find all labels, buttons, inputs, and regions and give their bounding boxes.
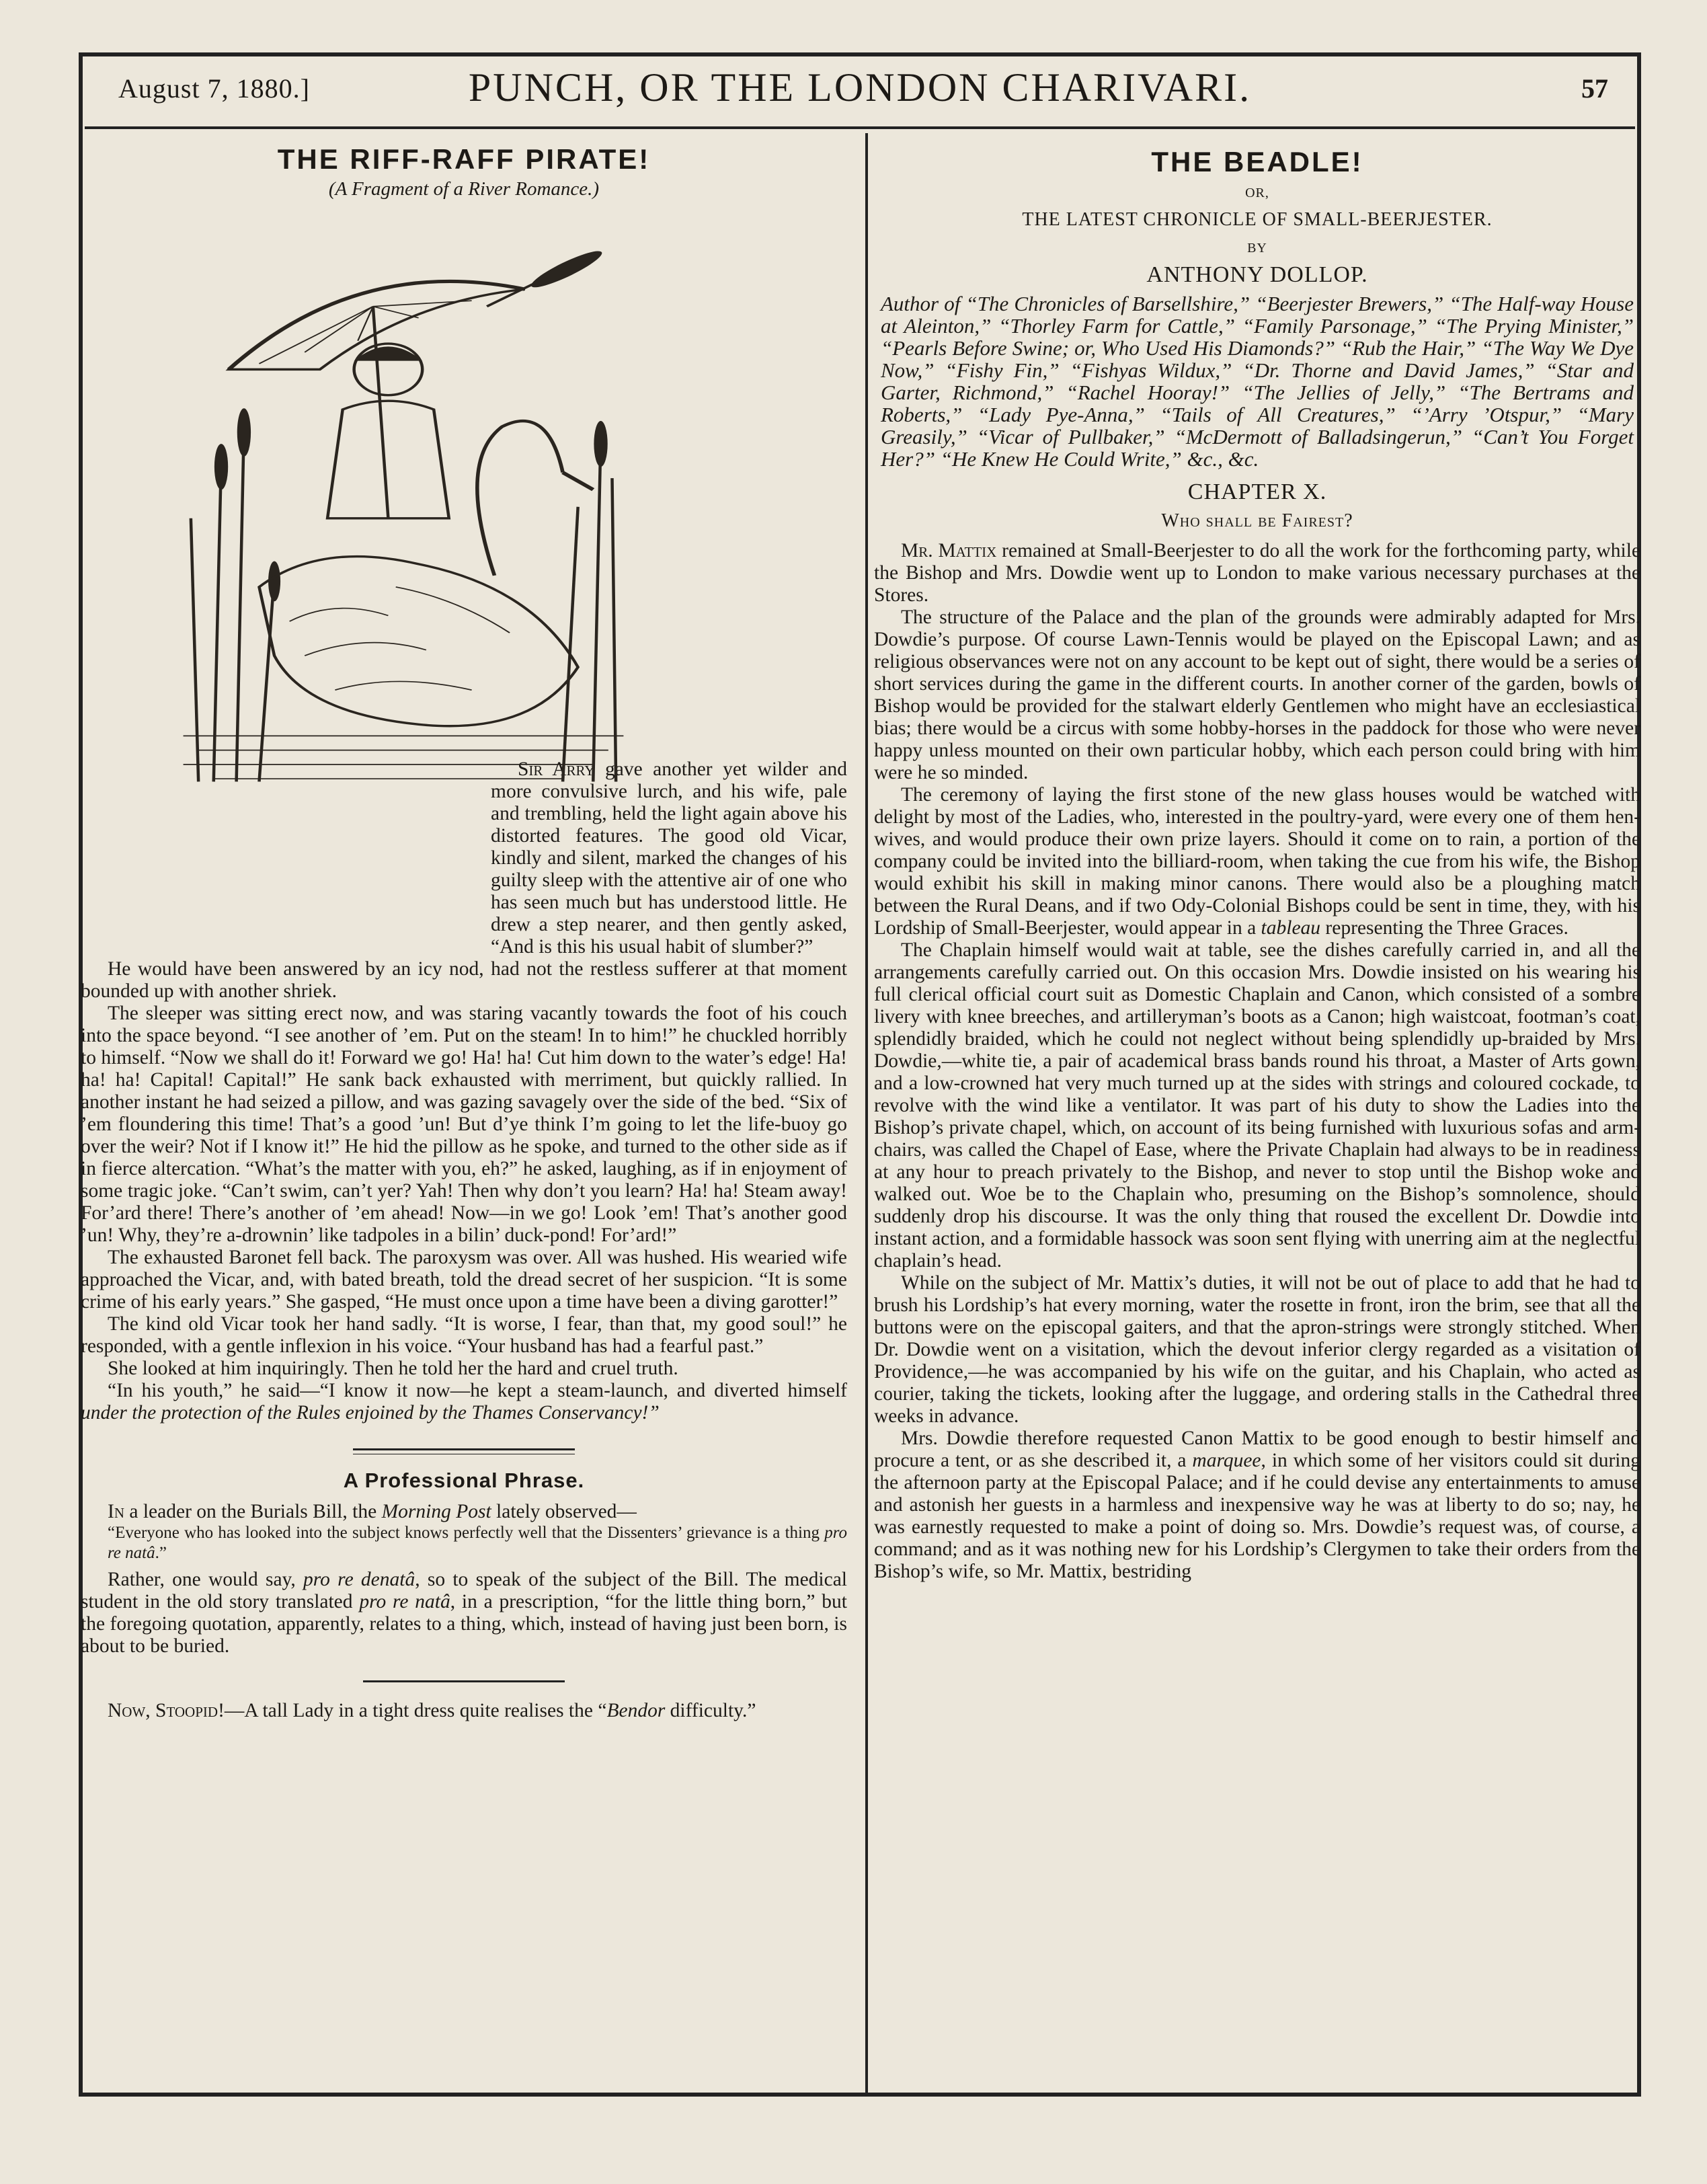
paragraph: The exhausted Baronet fell back. The paroxysm was over. All was hushed. His wearied wife approached the Vicar, and, with bated breath, told the dread secret of her suspicion. “It is some crime of his early years.” She gasped, “He must once upon a time have been a diving garotter!” <box>81 1247 847 1313</box>
section-intro <box>81 1501 847 1523</box>
lead-text: gave another yet wilder and more convulsive lurch, and his wife, pale and trembling, held the light again above his distorted features. The good old Vicar, kindly and silent, marked the changes of his guilty sleep with the attentive air of one who has seen much but has understood little. He drew a step nearer, and then gently asked, “And is this his usual habit of slumber?” <box>491 758 847 958</box>
article-title: THE RIFF-RAFF PIRATE! <box>277 143 651 175</box>
newspaper-name: Morning Post <box>381 1501 491 1522</box>
intro-start: In <box>108 1501 124 1522</box>
paragraph: He would have been answered by an icy nod, had not the restless sufferer at that moment bounded up with another shriek. <box>81 958 847 1002</box>
quote-text: “Everyone who has looked into the subject knows perfectly well that the Dissenters’ grievance is a thing <box>108 1524 825 1542</box>
publication-title: PUNCH, OR THE LONDON CHARIVARI. <box>468 65 1252 110</box>
para-italic-1: pro re denatâ <box>303 1569 415 1590</box>
block-quote <box>108 1523 847 1563</box>
section-paragraph <box>81 1569 847 1658</box>
or-label: OR, <box>1245 186 1269 200</box>
intro-mid: a leader on the Burials Bill, the <box>124 1501 382 1522</box>
serial-subtitle: THE LATEST CHRONICLE OF SMALL-BEERJESTER. <box>1022 209 1493 230</box>
paragraph: The sleeper was sitting erect now, and was staring vacantly towards the foot of his couch into the space beyond. “I see another of ’em. Put on the steam! In to him!” he chuckled horribly to himself. “Now we shall do it! Forward we go! Ha! ha! Cut him down to the water’s edge! Ha! ha! ha! Capital! Capital!” He sank back exhausted with merriment, but quickly rallied. In another instant he had seized a pillow, and was gazing savagely over the side of the bed. “Six of ’em floundering this time! That’s a good ’un! But d’ye think I’m going to let the life-buoy go over the weir? Not if I know it!” He hid the pillow as he spoke, and turned to the other side as if in fierce altercation. “What’s the matter with you, eh?” he asked, laughing, as if in enjoyment of some tragic joke. “Can’t swim, can’t yer? Yah! Then why don’t you learn? Ha! ha! Steam away! For’ard there! There’s another of ’em ahead! Now—in we go! Look ’em! That’s another good ’un! Why, they’re a-drownin’ like tadpoles in a bilin’ duck-pond! For’ard!” <box>81 1003 847 1246</box>
joke-italic: Bendor <box>606 1700 666 1721</box>
p6-b: , in which some of her visitors could sit during the afternoon party at the Episcopal Palace; and if he could devise any entertainments to amuse and astonish her guests in a harmless and inexpensive way he was at liberty to do so; nay, he was earnestly requested to make a point of doing so. Mrs. Dowdie’s request was, of course, a command; and as it was nothing new for his Lordship’s Clergymen to take their orders from the Bishop’s wife, so Mr. Mattix, bestriding <box>874 1450 1640 1582</box>
joke-end: difficulty.” <box>665 1700 756 1721</box>
p3-a: The ceremony of laying the first stone of the new glass houses would be watched with delight by most of the Ladies, who, interested in the poultry-yard, were every one of them hen-wives, and would produce their own prize layers. Should it come on to rain, a portion of the company could be invited into the billiard-room, when taking the cue from his wife, the Bishop would exhibit his skill in making minor canons. There would also be a ploughing match between the Rural Deans, and if two Ody-Colonial Bishops could be sent in time, they, with his Lordship of Small-Beerjester, would appear in a <box>874 784 1640 939</box>
illustration-area <box>81 200 847 792</box>
chapter-paragraph: The structure of the Palace and the plan of the grounds were admirably adapted for Mrs. Dowdie’s purpose. Of course Lawn-Tennis would be played on the Episcopal Lawn; and as religious observances were not on any account to be kept out of sight, there would be a series of short services during the game in the different courts. In another corner of the garden, bowls of Bishop would be provided for the stalwart elderly Gentlemen who might have an ecclesiastical bias; there would be a circus with some hobby-horses in the paddock for those who were never happy unless mounted on their own particular hobby, which each person could bring with him were he so minded. <box>874 607 1640 783</box>
paragraph: The kind old Vicar took her hand sadly. “It is worse, I fear, than that, my good soul!” he responded, with a gentle inflexion in his voice. “Your husband has had a fearful past.” <box>81 1313 847 1357</box>
issue-date: August 7, 1880.] <box>118 73 310 104</box>
chapter-paragraph-1 <box>874 540 1640 607</box>
quote-end: .” <box>155 1544 167 1562</box>
left-column <box>81 134 847 1722</box>
lead-name: Sir Arry <box>518 758 595 780</box>
chapter-paragraph-3 <box>874 784 1640 939</box>
section-rule <box>353 1448 575 1454</box>
chapter-paragraph: The Chaplain himself would wait at table, see the dishes carefully carried in, and all the arrangements carefully carried out. On this occasion Mrs. Dowdie insisted on his wearing his full clerical official court suit as Domestic Chaplain and Canon, which consisted of a sombre livery with knee breeches, and artilleryman’s boots as a Canon; high waistcoat, footman’s coat, splendidly braided, which he could not neglect without being splendidly up-braided by Mrs. Dowdie,—white tie, a pair of academical brass bands round his throat, a Master of Arts gown, and a low-crowned hat very much turned up at the sides with strings and coloured cockade, to revolve with the wind like a ventilator. It was part of his duty to show the Ladies into the Bishop’s private chapel, which, on account of its being furnished with luxurious sofas and arm-chairs, was called the Chapel of Ease, where the Private Chaplain had always to be in readiness at any hour to preach privately to the Bishop, and never to stop until the Bishop woke and walked out. Woe be to the Chaplain who, presuming on the Bishop’s somnolence, should suddenly drop his discourse. It was the only thing that roused the excellent Dr. Dowdie into instant action, and a formidable hassock was soon sent flying with unerring aim at the neglectful chaplain’s head. <box>874 939 1640 1272</box>
author-name: ANTHONY DOLLOP. <box>1146 262 1368 287</box>
para-b: , so to speak of the subject of the Bill. The medical student in the old story translated <box>81 1569 847 1612</box>
p1-name: Mr. Mattix <box>901 540 997 561</box>
by-label: BY <box>1247 241 1267 256</box>
serial-title: THE BEADLE! <box>1151 146 1363 178</box>
para-c: , in a prescription, “for the little thing born,” but the foregoing quotation, apparently, relates to a thing, which, instead of having just been born, is about to be buried. <box>81 1591 847 1657</box>
joke-lead: Now, Stoopid! <box>108 1700 225 1721</box>
intro-end: lately observed— <box>491 1501 637 1522</box>
final-italic: under the protection of the Rules enjoined by the Thames Conservancy!” <box>81 1402 660 1424</box>
chapter-paragraph-6 <box>874 1428 1640 1583</box>
section-title: A Professional Phrase. <box>343 1469 585 1492</box>
author-credits: Author of “The Chronicles of Barsellshire,” “Beerjester Brewers,” “The Half-way House at Aleinton,” “Thorley Farm for Cattle,” “Family Parsonage,” “The Prying Minister,” “Pearls Before Swine; or, Who Used His Diamonds?” “Rub the Hair,” “The Way We Dye Now,” “Fishy Fin,” “Fishyas Wildux,” “Dr. Thorne and David James,” “Star and Garter, Richmond,” “Rachel Hooray!” “The Jellies of Jelly,” “The Bertrams and Roberts,” “Lady Pye-Anna,” “Tails of All Creatures,” “’Arry ’Otspur,” “Mary Greasily,” “Vicar of Pullbaker,” “McDermott of Balladsingerun,” “Can’t You Forget Her?” “He Knew He Could Write,” &c., &c. <box>881 292 1634 471</box>
p6-a: Mrs. Dowdie therefore requested Canon Mattix to be good enough to bestir himself and procure a tent, or as she described it, a <box>874 1428 1640 1471</box>
p1-text: remained at Small-Beerjester to do all the work for the forthcoming party, while the Bishop and Mrs. Dowdie went up to London to make various necessary purchases at the Stores. <box>874 540 1640 606</box>
quote-italic: pro re natâ <box>108 1524 847 1562</box>
p3-italic: tableau <box>1261 917 1321 939</box>
joke-paragraph <box>81 1700 847 1722</box>
masthead <box>85 62 1635 129</box>
final-text: “In his youth,” he said—“I know it now—he kept a steam-launch, and diverted himself <box>108 1380 847 1401</box>
swan-illustration <box>168 221 639 799</box>
column-divider <box>865 133 868 2094</box>
article-subtitle: (A Fragment of a River Romance.) <box>328 178 600 200</box>
joke-text: —A tall Lady in a tight dress quite realises the “ <box>224 1700 607 1721</box>
para-a: Rather, one would say, <box>108 1569 304 1590</box>
chapter-subtitle: Who shall be Fairest? <box>1161 510 1353 531</box>
p6-italic: marquee <box>1192 1450 1261 1471</box>
p3-b: representing the Three Graces. <box>1320 917 1569 939</box>
final-paragraph <box>81 1380 847 1424</box>
right-column <box>874 134 1640 1583</box>
paragraph: She looked at him inquiringly. Then he told her the hard and cruel truth. <box>108 1358 678 1379</box>
chapter-paragraph: While on the subject of Mr. Mattix’s duties, it will not be out of place to add that he had to brush his Lordship’s hat every morning, water the rosette in front, iron the brim, see that all the buttons were on the episcopal gaiters, and that the apron-strings were strongly stitched. When Dr. Dowdie went on a visitation, which the devout inferior clergy regarded as a visitation of Providence,—he was accompanied by his wife on the guitar, and his Chaplain, who acted as courier, taking the tickets, looking after the luggage, and ordering stalls in the Cathedral three weeks in advance. <box>874 1272 1640 1427</box>
para-italic-2: pro re natâ <box>359 1591 450 1612</box>
chapter-heading: CHAPTER X. <box>1187 479 1327 504</box>
page-number: 57 <box>1581 73 1608 104</box>
